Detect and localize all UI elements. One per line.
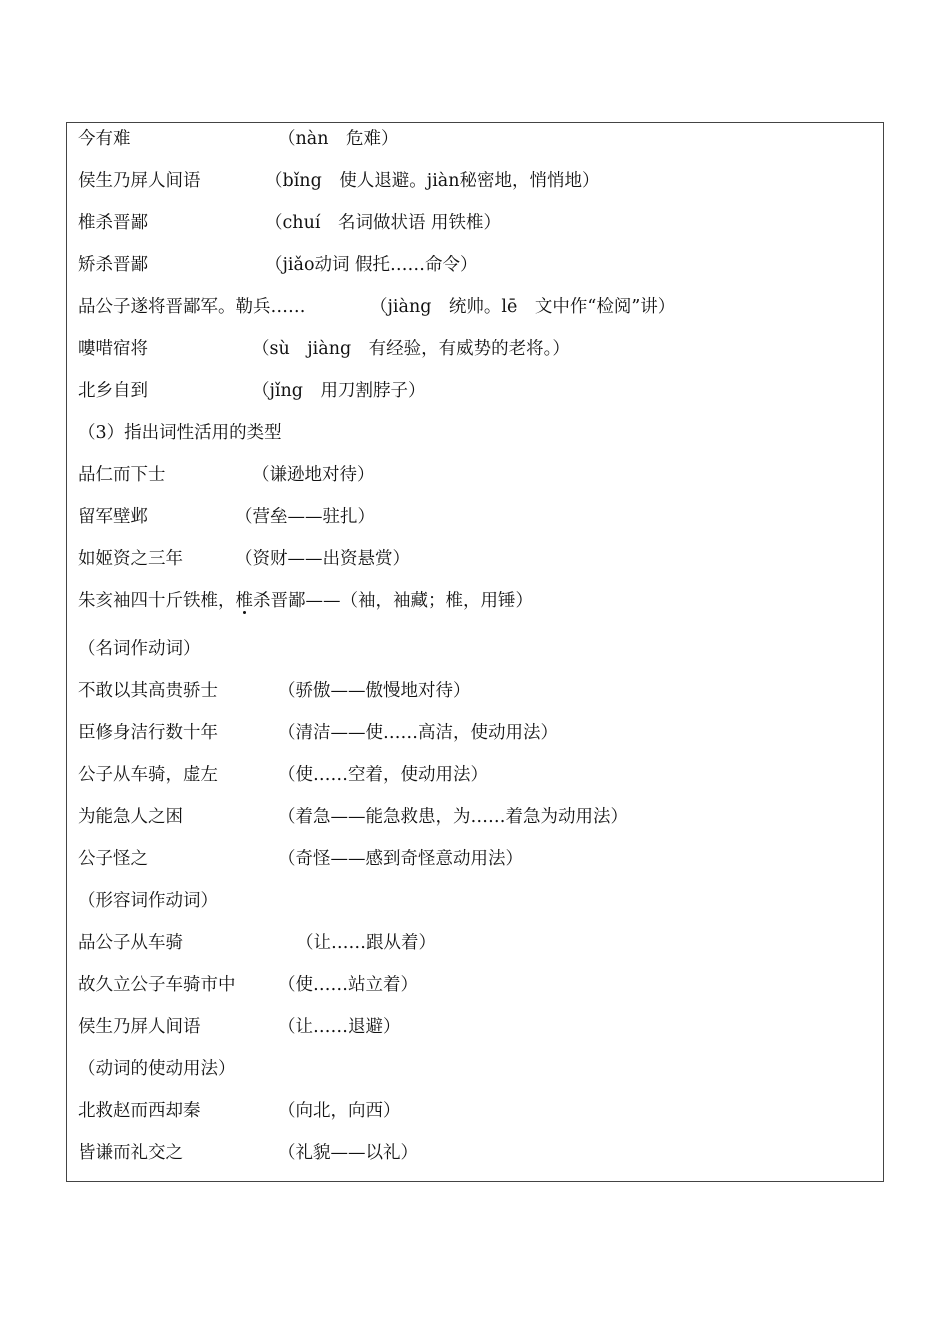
entry-note: （清洁——使……高洁，使动用法） bbox=[278, 723, 558, 743]
entry-term: 朱亥袖四十斤铁椎， bbox=[78, 591, 236, 611]
section-heading-text: （动词的使动用法） bbox=[78, 1059, 236, 1079]
entry-note: （资财——出资悬赏） bbox=[235, 549, 410, 569]
entry-term: 皆谦而礼交之 bbox=[78, 1143, 183, 1163]
entry-term: 品公子从车骑 bbox=[78, 933, 183, 953]
entry-note: （礼貌——以礼） bbox=[278, 1143, 418, 1163]
entry-term-combined bbox=[78, 586, 533, 616]
entry-note: （bǐng 使人退避。jiàn秘密地，悄悄地） bbox=[265, 171, 600, 191]
entry-term: 今有难 bbox=[78, 129, 131, 149]
entry-term: 矫杀晋鄙 bbox=[78, 255, 148, 275]
entry-note: （让……跟从着） bbox=[296, 933, 436, 953]
entry-note: （jiǎo动词 假托……命令） bbox=[265, 255, 478, 275]
entry-term: 公子怪之 bbox=[78, 849, 148, 869]
entry-note: （jiàng 统帅。lē 文中作“检阅”讲） bbox=[370, 297, 676, 317]
entry-term: 品公子遂将晋鄙军。勒兵…… bbox=[78, 297, 306, 317]
entry-note: （奇怪——感到奇怪意动用法） bbox=[278, 849, 523, 869]
entry-note: （骄傲——傲慢地对待） bbox=[278, 681, 471, 701]
section-heading-text: （名词作动词） bbox=[78, 639, 201, 659]
entry-note: （使……空着，使动用法） bbox=[278, 765, 488, 785]
entry-note: （sù jiàng 有经验，有威势的老将。） bbox=[252, 339, 570, 359]
entry-note: （袖，袖藏；椎，用锤） bbox=[340, 591, 533, 611]
entry-term: 嘍唶宿将 bbox=[78, 339, 148, 359]
section-heading-text: （形容词作动词） bbox=[78, 891, 218, 911]
entry-term: 品仁而下士 bbox=[78, 465, 166, 485]
entry-note: （chuí 名词做状语 用铁椎） bbox=[265, 213, 502, 233]
entry-note: （nàn 危难） bbox=[278, 129, 399, 149]
entry-term: 北救赵而西却秦 bbox=[78, 1101, 201, 1121]
entry-term: 椎杀晋鄙 bbox=[78, 213, 148, 233]
entry-term: 如姬资之三年 bbox=[78, 549, 183, 569]
entry-term: 侯生乃屏人间语 bbox=[78, 1017, 201, 1037]
entry-note: （jǐng 用刀割脖子） bbox=[252, 381, 426, 401]
entry-note: （营垒——驻扎） bbox=[235, 507, 375, 527]
entry-note: （让……退避） bbox=[278, 1017, 401, 1037]
entry-term: 留军壁邺 bbox=[78, 507, 148, 527]
entry-note: （使……站立着） bbox=[278, 975, 418, 995]
entry-term: 公子从车骑，虚左 bbox=[78, 765, 218, 785]
section-heading-text: （3）指出词性活用的类型 bbox=[78, 423, 282, 443]
entry-term: 侯生乃屏人间语 bbox=[78, 171, 201, 191]
entry-note: （着急——能急救患，为……着急为动用法） bbox=[278, 807, 628, 827]
entry-term: 故久立公子车骑市中 bbox=[78, 975, 236, 995]
entry-term: 北乡自到 bbox=[78, 381, 148, 401]
entry-note: （谦逊地对待） bbox=[252, 465, 375, 485]
entry-term: 为能急人之困 bbox=[78, 807, 183, 827]
entry-term: 不敢以其高贵骄士 bbox=[78, 681, 218, 701]
entry-term: 臣修身洁行数十年 bbox=[78, 723, 218, 743]
content-box bbox=[66, 122, 884, 1182]
entry-note: （向北，向西） bbox=[278, 1101, 401, 1121]
entry-term-rest: 杀晋鄙—— bbox=[253, 591, 341, 611]
emphasis-dot-char: 椎 bbox=[235, 591, 253, 611]
